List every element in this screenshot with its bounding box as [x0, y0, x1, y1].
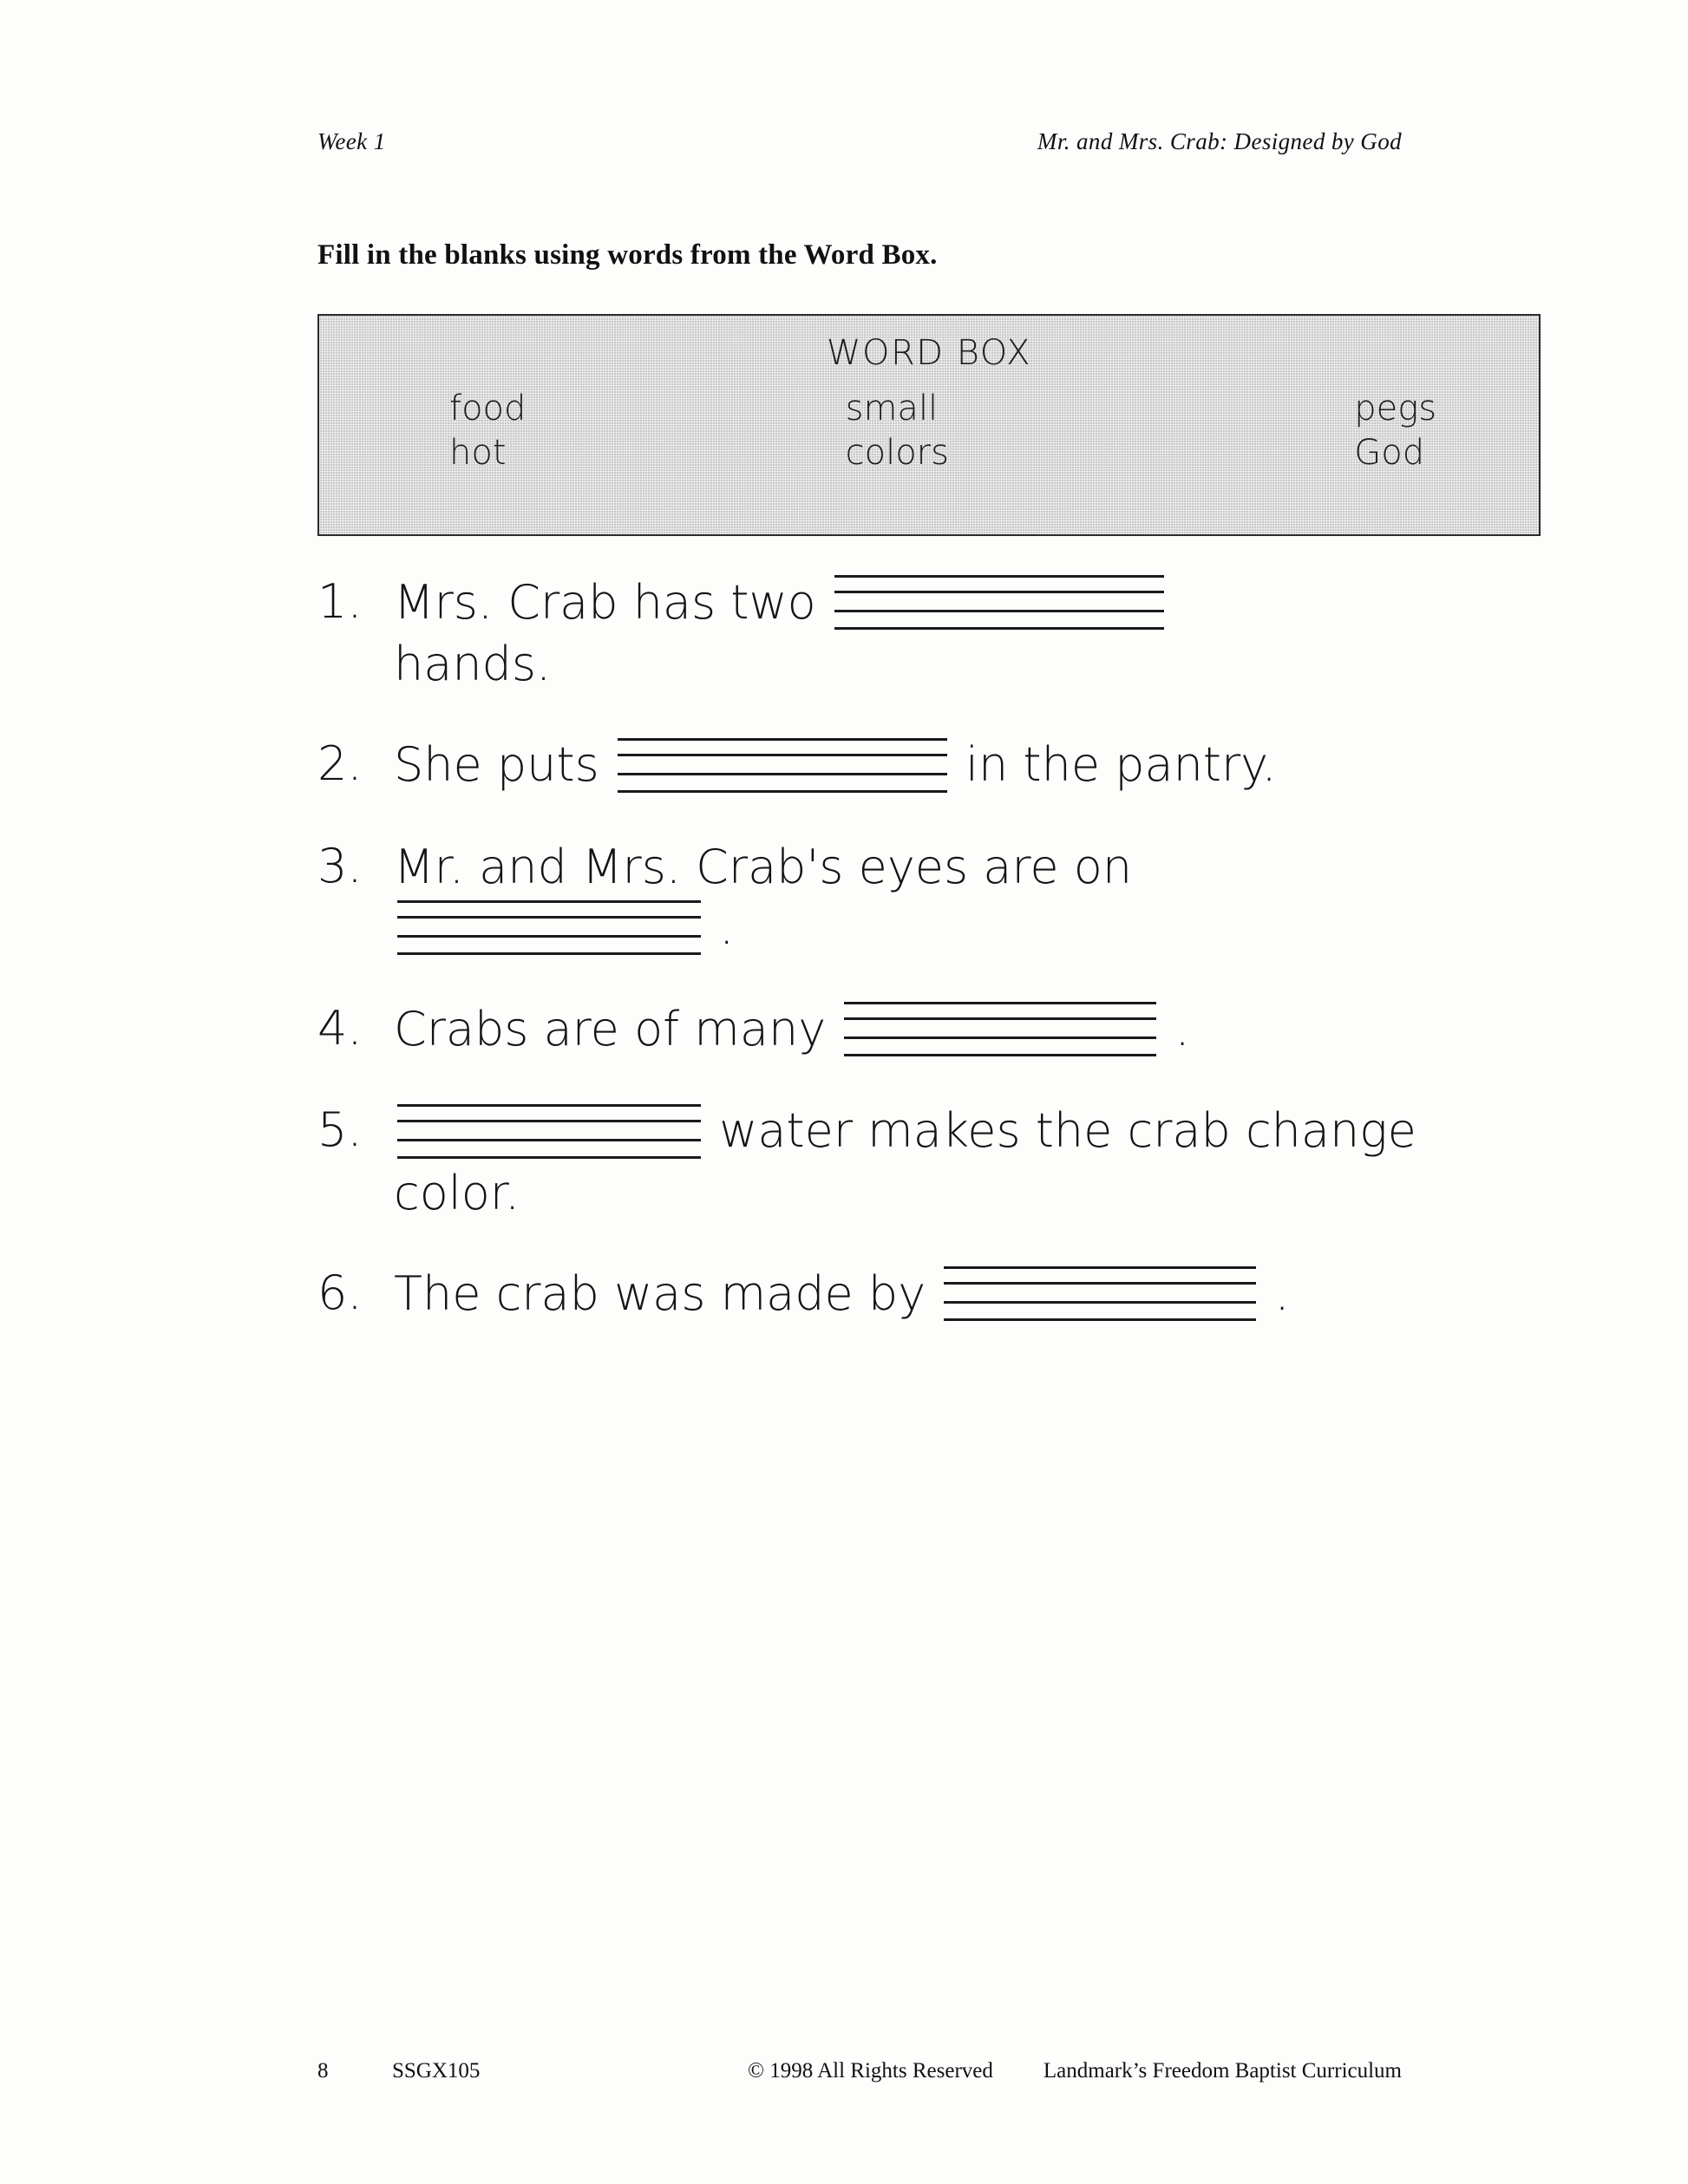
question-item — [317, 572, 1549, 695]
word-box-row — [449, 431, 1430, 475]
question-body — [394, 999, 1549, 1061]
question-number: 1. — [317, 574, 363, 629]
question-text-after: . — [704, 899, 735, 955]
question-item — [317, 1264, 1549, 1325]
header-week-label: Week 1 — [317, 128, 386, 154]
question-text-before: She puts — [394, 737, 614, 793]
word-box — [317, 314, 1541, 536]
question-text-after: . — [1160, 1002, 1190, 1057]
question-text-after: water makes the crab change color. — [394, 1103, 1431, 1220]
question-item — [317, 999, 1549, 1061]
answer-blank[interactable] — [618, 736, 947, 794]
question-text-before: Mr. and Mrs. Crab's eyes are on — [394, 839, 1133, 894]
question-item — [317, 1101, 1549, 1223]
question-body — [394, 735, 1549, 796]
header-title-label: Mr. and Mrs. Crab: Designed by God — [1037, 128, 1402, 154]
word-box-title: WORD BOX — [826, 333, 1032, 373]
word-box-word: food — [449, 389, 527, 428]
word-box-grid — [449, 387, 1437, 475]
question-item — [317, 735, 1549, 796]
question-number: 2. — [317, 736, 363, 792]
page-footer — [317, 2059, 1402, 2083]
question-text-before: The crab was made by — [394, 1265, 941, 1321]
answer-blank[interactable] — [397, 899, 701, 956]
instruction-text: Fill in the blanks using words from the Word Box. — [317, 239, 938, 271]
question-number: 4. — [317, 1001, 363, 1056]
answer-blank[interactable] — [844, 1000, 1156, 1057]
question-body — [394, 837, 1549, 959]
question-number: 3. — [317, 838, 363, 893]
answer-blank[interactable] — [397, 1102, 701, 1160]
question-text-after: in the pantry. — [950, 737, 1277, 793]
word-box-word: small — [845, 389, 939, 428]
question-list — [317, 572, 1549, 1365]
question-item — [317, 837, 1549, 959]
question-body — [394, 572, 1549, 695]
footer-copyright: © 1998 All Rights Reserved — [748, 2059, 993, 2083]
answer-blank[interactable] — [944, 1265, 1256, 1322]
question-text-after: . — [1259, 1265, 1290, 1321]
footer-publisher: Landmark’s Freedom Baptist Curriculum — [1043, 2059, 1402, 2083]
question-text-after: hands. — [394, 637, 552, 692]
question-body — [394, 1264, 1549, 1325]
question-text-before: Crabs are of many — [394, 1002, 841, 1057]
page-header — [317, 128, 1402, 155]
question-number: 6. — [317, 1265, 363, 1320]
question-number: 5. — [317, 1102, 363, 1158]
word-box-word: God — [1354, 433, 1425, 474]
question-body — [394, 1101, 1549, 1223]
footer-page-number: 8 — [317, 2059, 329, 2083]
word-box-word: colors — [845, 433, 949, 474]
word-box-word: hot — [449, 433, 507, 474]
word-box-word: pegs — [1354, 389, 1437, 428]
question-text-before: Mrs. Crab has two — [394, 575, 831, 630]
footer-code: SSGX105 — [392, 2059, 481, 2083]
answer-blank[interactable] — [834, 573, 1164, 631]
word-box-row — [449, 387, 1437, 431]
